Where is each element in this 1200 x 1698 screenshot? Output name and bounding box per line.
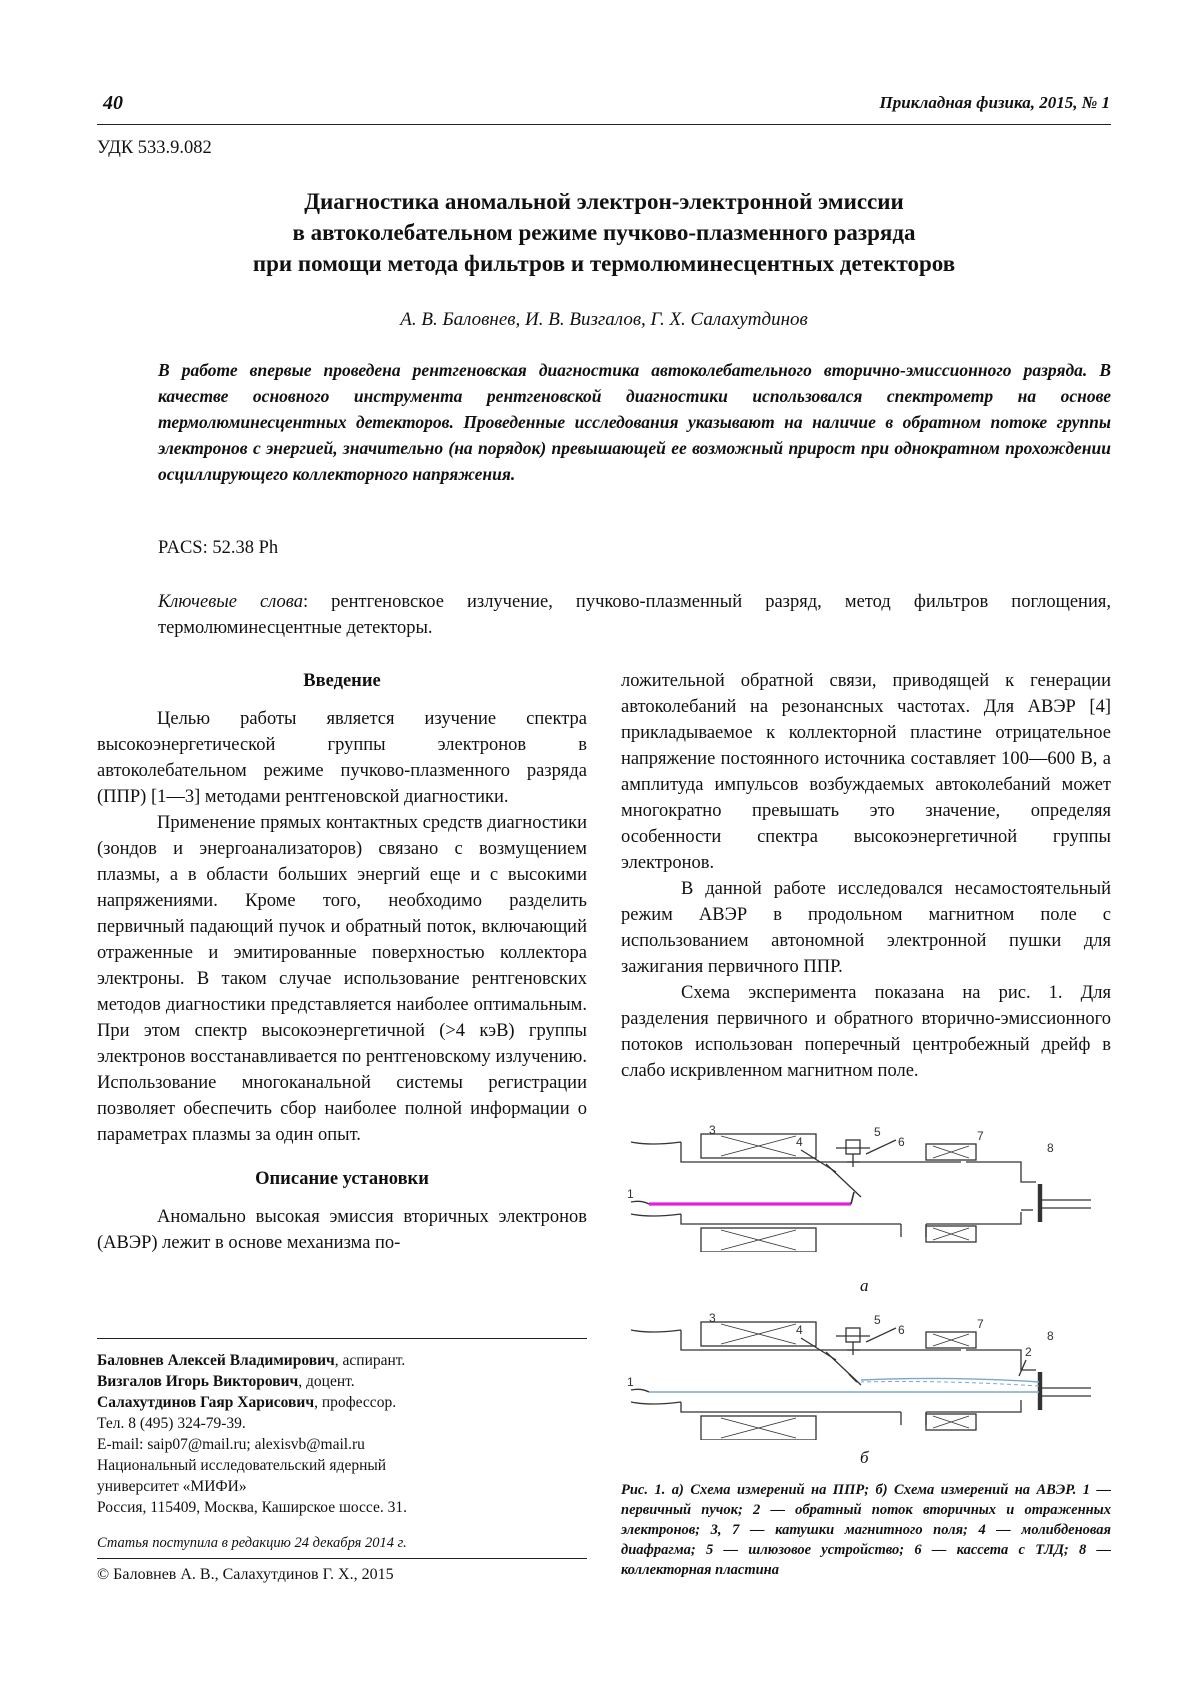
collector-plate-8	[1039, 1184, 1041, 1222]
udk-code: УДК 533.9.082	[97, 138, 212, 158]
tube-top	[681, 1142, 961, 1162]
return-flow-2-upper	[861, 1378, 1039, 1382]
label-3: 3	[709, 1123, 716, 1137]
figure-caption: Рис. 1. а) Схема измерений на ППР; б) Схема измерений на АВЭР. 1 — первичный пучок; 2 — обратный поток вторичных и отраженных электронов; 3, 7 — катушки магнитного поля; 4 — молибденовая диафрагма; 5 — шлюзовое устройство; 6 — кассета с ТЛД; 8 — коллекторная пластина	[621, 1482, 1111, 1578]
right-paragraph-1: ложительной обратной связи, приводящей к генерации автоколебаний на резонансных частотах. Для АВЭР [4] прикладываемое к коллекторной пластине отрицательное напряжение постоянного источника составляет 100—600 В, а амплитуда импульсов возбуждаемых автоколебаний может многократно превышать это значение, определяя особенности спектра высокоэнергетичной группы электронов.	[621, 671, 1111, 873]
figure-label-a: а	[860, 1276, 869, 1295]
figure-label-b: б	[860, 1448, 869, 1467]
lock-device-stem	[836, 1148, 870, 1167]
copyright: © Баловнев А. В., Салахутдинов Г. Х., 2015	[97, 1566, 394, 1583]
beam-entry	[631, 1201, 649, 1204]
tube-top	[681, 1330, 961, 1350]
authors: А. В. Баловнев, И. В. Визгалов, Г. Х. Салахутдинов	[400, 309, 808, 330]
tube-bottom	[681, 1214, 901, 1224]
address: Россия, 115409, Москва, Каширское шоссе. 31.	[97, 1499, 407, 1516]
label-4: 4	[796, 1135, 803, 1149]
lock-device-stem	[836, 1336, 870, 1355]
coil-3-bottom-cross	[721, 1418, 796, 1438]
coil-3-top-cross	[721, 1324, 796, 1344]
title-line-3: при помощи метода фильтров и термолюминесцентных детекторов	[252, 251, 956, 276]
right-paragraph-3: Схема эксперимента показана на рис. 1. Для разделения первичного и обратного вторично-эмиссионного потоков использован поперечный центробежный дрейф в слабо искривленном магнитном поле.	[621, 983, 1111, 1081]
tube-bottom-right	[926, 1400, 1021, 1412]
leader-4	[801, 1338, 836, 1360]
collector-plate-8	[1039, 1372, 1041, 1410]
left-wall-bottom	[631, 1214, 681, 1216]
collector-leads	[1041, 1200, 1091, 1208]
label-8: 8	[1047, 1141, 1054, 1155]
title-line-2: в автоколебательном режиме пучково-плазменного разряда	[292, 220, 916, 245]
label-1: 1	[627, 1375, 634, 1389]
right-paragraph-2: В данной работе исследовался несамостоятельный режим АВЭР в продольном магнитном поле с использованием автономной электронной пушки для зажигания первичного ППР.	[621, 879, 1111, 977]
author2-name: Визгалов Игорь Викторович	[97, 1373, 299, 1390]
label-8: 8	[1047, 1329, 1054, 1343]
leader-4	[801, 1150, 836, 1172]
right-column	[621, 668, 1111, 1084]
keywords	[158, 589, 1111, 641]
coil-7-top-cross	[933, 1334, 969, 1346]
beam-arrow	[851, 1192, 854, 1204]
pacs-code: PACS: 52.38 Ph	[158, 538, 279, 558]
email: E-mail: saip07@mail.ru; alexisvb@mail.ru	[97, 1436, 365, 1453]
lock-device-5	[846, 1140, 860, 1154]
label-2: 2	[1025, 1345, 1032, 1359]
beam-entry	[631, 1389, 649, 1392]
organization-line-2: университет «МИФИ»	[97, 1478, 247, 1495]
author-footnote	[97, 1350, 597, 1518]
title-line-1: Диагностика аномальной электрон-электронной эмиссии	[304, 189, 904, 214]
paper-title	[97, 186, 1111, 279]
return-flow-2-lower	[861, 1382, 1039, 1387]
label-5: 5	[874, 1125, 881, 1139]
tube-bottom	[681, 1402, 901, 1412]
leader-6	[866, 1328, 896, 1342]
label-6: 6	[898, 1135, 905, 1149]
left-wall-top	[631, 1330, 681, 1332]
label-7: 7	[977, 1129, 984, 1143]
port-bottom	[901, 1412, 926, 1425]
return-arrow	[849, 1374, 857, 1382]
left-wall-bottom	[631, 1402, 681, 1404]
coil-7-bottom-cross	[933, 1228, 969, 1240]
figure-1b-diagram	[621, 1310, 1111, 1440]
setup-heading: Описание установки	[255, 1169, 429, 1189]
leader-2	[1019, 1360, 1026, 1376]
left-column	[97, 668, 587, 1256]
author2-role: , доцент.	[298, 1373, 355, 1390]
coil-7-top-cross	[933, 1146, 969, 1158]
author1-role: , аспирант.	[334, 1352, 406, 1369]
label-5: 5	[874, 1313, 881, 1327]
journal-name: Прикладная физика, 2015, № 1	[879, 93, 1110, 112]
label-1: 1	[627, 1187, 634, 1201]
coil-3-top-cross	[721, 1136, 796, 1156]
setup-paragraph-1: Аномально высокая эмиссия вторичных электронов (АВЭР) лежит в основе механизма по-	[97, 1207, 587, 1253]
author3-name: Салахутдинов Гаяр Харисович	[97, 1394, 315, 1411]
author1-name: Баловнев Алексей Владимирович	[97, 1352, 335, 1369]
tube-top-right	[966, 1162, 1036, 1182]
coil-3-bottom-cross	[721, 1230, 796, 1250]
coil-7-bottom-cross	[933, 1416, 969, 1428]
label-7: 7	[977, 1317, 984, 1331]
intro-paragraph-1: Целью работы является изучение спектра высокоэнергетической группы электронов в автоколебательном режиме пучково-плазменного разряда (ППР) [1—3] методами рентгеновской диагностики.	[97, 709, 587, 807]
label-3: 3	[709, 1311, 716, 1325]
header-divider	[97, 124, 1111, 125]
leader-6	[866, 1140, 896, 1154]
abstract: В работе впервые проведена рентгеновская диагностика автоколебательного вторично-эмиссионного разряда. В качестве основного инструмента рентгеновской диагностики использовался спектрометр на основе термолюминесцентных детекторов. Проведенные исследования указывают на наличие в обратном потоке группы электронов с энергией, значительно (на порядок) превышающей ее возможный прирост при однократном прохождении осциллирующего коллекторного напряжения.	[158, 360, 1111, 484]
author3-role: , профессор.	[314, 1394, 397, 1411]
received-date: Статья поступила в редакцию 24 декабря 2014 г.	[97, 1535, 407, 1551]
footnote-divider	[97, 1338, 587, 1339]
organization-line-1: Национальный исследовательский ядерный	[97, 1457, 387, 1474]
tube-bottom-right	[926, 1212, 1021, 1224]
intro-paragraph-2: Применение прямых контактных средств диагностики (зондов и энергоанализаторов) связано с возмущением плазмы, а в области больших энергий еще и с высокими напряжениями. Кроме того, необходимо разделить первичный падающий пучок и обратный поток, включающий отраженные и эмитированные поверхностью коллектора электроны. В таком случае использование рентгеновских методов диагностики представляется наиболее оптимальным. При этом спектр высокоэнергетичной (>4 кэВ) группы электронов восстанавливается по рентгеновскому излучению. Использование многоканальной системы регистрации позволяет обеспечить сбор наиболее полной информации о параметрах плазмы за один опыт.	[97, 813, 587, 1145]
copyright-divider	[97, 1558, 587, 1559]
intro-heading: Введение	[303, 671, 381, 691]
page-number: 40	[103, 92, 123, 114]
label-4: 4	[796, 1323, 803, 1337]
figure-1a-diagram	[621, 1122, 1111, 1252]
keywords-text: : рентгеновское излучение, пучково-плазменный разряд, метод фильтров поглощения, термолюминесцентные детекторы.	[158, 592, 1111, 638]
left-wall-top	[631, 1142, 681, 1144]
lock-device-5	[846, 1328, 860, 1342]
label-6: 6	[898, 1323, 905, 1337]
phone: Тел. 8 (495) 324-79-39.	[97, 1415, 246, 1432]
keywords-label: Ключевые слова	[158, 592, 303, 612]
port-bottom	[901, 1224, 926, 1237]
collector-leads	[1041, 1388, 1091, 1396]
